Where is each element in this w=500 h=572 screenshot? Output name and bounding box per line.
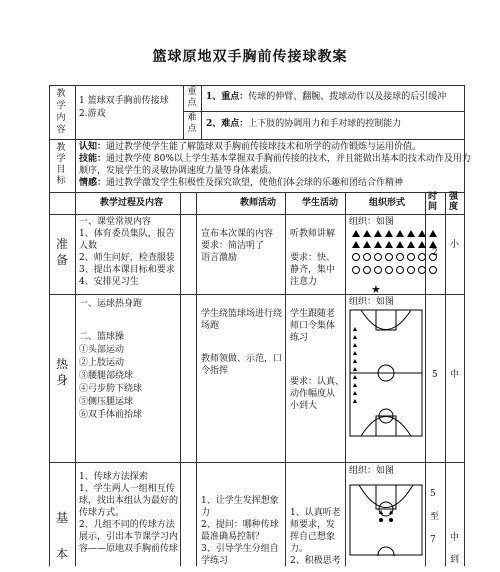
warmup-process-4: 二、篮球操 <box>79 332 125 342</box>
basic-intensity-2: 到 <box>450 555 460 565</box>
student-circle-icon <box>352 253 360 261</box>
student-triangle-icon <box>418 241 426 248</box>
key-tag: 重点： <box>221 92 249 102</box>
basic-student-2: 师要求，发 <box>290 520 336 530</box>
student-circle-icon <box>418 266 426 274</box>
basic-org-label: 组织：如图 <box>349 466 395 476</box>
divider <box>49 139 465 140</box>
warmup-intensity: 中 <box>450 370 460 380</box>
student-triangle-icon <box>352 230 360 237</box>
student-triangle-icon <box>396 230 404 237</box>
section-label-prepare: 准备 <box>55 237 68 267</box>
key-label: 重点 <box>187 87 197 108</box>
col-process: 教学过程及内容 <box>100 198 164 208</box>
goal-cognition <box>79 141 421 153</box>
diff-num: 2、 <box>206 119 222 129</box>
basic-process-5: 2、几组不同的传球方法 <box>79 520 175 530</box>
prepare-teacher-3: 语言激励 <box>201 253 238 263</box>
divider <box>49 192 465 193</box>
prepare-org-label: 组织：如图 <box>349 217 395 227</box>
warmup-process-10: ⑥双手体前抬球 <box>79 410 143 420</box>
goal-text: 通过教学使 80%以上学生基本掌握双手胸前传接的技术，并且能做出基本的技术动作及用力 <box>106 154 471 164</box>
prepare-process-5: 3、提出本课目标和要求 <box>79 265 175 275</box>
student-circle-icon <box>396 266 404 274</box>
prepare-student-3: 要求：快、 <box>290 253 336 263</box>
content-label: 教学内容 <box>56 89 66 135</box>
prepare-process-2: 1、体育委员集队，报告 <box>79 229 175 239</box>
basic-student-5: 2、积极思考 <box>290 556 341 566</box>
warmup-process-6: ②上肢运动 <box>79 358 125 368</box>
diff-text: 上下肢的协调用力和手对球的控制能力 <box>248 119 402 129</box>
student-circle-icon <box>352 266 360 274</box>
warmup-student-3: 练习 <box>290 333 309 343</box>
divider <box>75 139 76 192</box>
student-circle-icon <box>407 266 415 274</box>
basic-process-3: 球，找出本组认为最好的 <box>79 496 179 506</box>
prepare-teacher-2: 要求：简洁明了 <box>201 241 265 251</box>
basic-process-7: 容——原地双手胸前传球 <box>79 544 179 554</box>
triangle-row <box>352 230 437 237</box>
student-triangle-icon <box>385 241 393 248</box>
student-triangle-icon <box>374 230 382 237</box>
student-triangle-icon <box>418 230 426 237</box>
basic-intensity-1: 中 <box>450 533 460 543</box>
basic-process-4: 传球方式。 <box>79 508 125 518</box>
prepare-process-6: 4、安排见习生 <box>79 277 139 287</box>
content-item-1: 1 篮球双手胸前传接球 <box>79 96 169 106</box>
goal-text: 通过教学激发学生积极性及探究欲望，使他们体会球的乐趣和团结合作精神 <box>106 178 404 188</box>
circle-row <box>352 266 437 274</box>
half-court-diagram <box>349 484 423 556</box>
goal-text: 通过教学使学生能了解篮球双手胸前传接球技术和所学的动作锻炼与运用价值。 <box>106 142 422 152</box>
basic-process-6: 展示，引出本节课学习内 <box>79 532 179 542</box>
col-teacher: 教师活动 <box>240 198 277 208</box>
student-circle-icon <box>374 253 382 261</box>
key-point <box>206 91 446 103</box>
divider <box>183 111 465 112</box>
basic-process-1: 1、传球方法探索 <box>79 472 148 482</box>
prepare-process-3: 人数 <box>79 241 98 251</box>
section-label-warmup: 热身 <box>55 357 68 387</box>
prepare-student-1: 听教师讲解 <box>290 229 336 239</box>
col-student: 学生活动 <box>302 198 339 208</box>
prepare-process-1: 一、课堂常规内容 <box>79 217 152 227</box>
divider <box>75 85 76 139</box>
teacher-star-icon: ★ <box>371 283 381 296</box>
student-triangle-icon <box>363 241 371 248</box>
warmup-student-9: 小到大 <box>290 401 318 411</box>
warmup-org-label: 组织：如图 <box>349 297 395 307</box>
basic-teacher-4: 最准确易控制？ <box>201 532 265 542</box>
col-intensity: 强度 <box>448 192 458 212</box>
triangle-row <box>352 241 437 248</box>
divider <box>445 192 446 566</box>
prepare-student-5: 注意力 <box>290 277 318 287</box>
diff-point <box>206 118 401 130</box>
warmup-time: 5 <box>432 370 438 380</box>
basic-student-1: 1、认真听老 <box>290 508 341 518</box>
divider <box>183 85 184 139</box>
basic-time-3: 7 <box>430 535 436 545</box>
warmup-teacher-5: 教师领做、示范，口 <box>201 354 283 364</box>
col-org: 组织形式 <box>369 198 406 208</box>
key-num: 1、 <box>206 92 222 102</box>
divider <box>285 192 286 566</box>
warmup-process-8: ④弓步胯下绕球 <box>79 384 143 394</box>
student-triangle-icon <box>407 230 415 237</box>
goal-tag: 认知： <box>79 142 107 152</box>
student-triangle-icon <box>385 230 393 237</box>
content-item-2: 2.游戏 <box>79 109 106 119</box>
student-circle-icon <box>385 253 393 261</box>
student-circle-icon <box>363 266 371 274</box>
page-title: 篮球原地双手胸前传接球教案 <box>152 49 348 65</box>
warmup-teacher-1: 学生绕篮球场进行绕 <box>201 309 283 319</box>
goal-emotion <box>79 177 403 189</box>
student-circle-icon <box>374 266 382 274</box>
basic-time-1: 5 <box>430 489 436 499</box>
student-triangle-icon <box>374 241 382 248</box>
warmup-process-9: ⑤侧压腿运球 <box>79 397 134 407</box>
warmup-teacher-6: 令指挥 <box>201 366 229 376</box>
goal-skill-cont <box>79 165 277 177</box>
divider <box>345 192 346 566</box>
prepare-time: 2 <box>432 248 438 258</box>
basic-student-3: 挥自己想象 <box>290 532 336 542</box>
divider <box>201 85 202 139</box>
goals-label: 教学目标 <box>56 143 66 186</box>
basic-student-4: 力。 <box>290 544 309 554</box>
divider <box>196 192 197 566</box>
formation-diagram <box>352 230 437 274</box>
student-circle-icon <box>396 253 404 261</box>
student-circle-icon <box>429 266 437 274</box>
key-text: 传球的伸臂、翻腕、拨球动作以及接球的后引缓冲 <box>248 92 447 102</box>
student-circle-icon <box>418 253 426 261</box>
goal-tag: 技能： <box>79 154 107 164</box>
divider <box>49 462 465 463</box>
court-diagram <box>349 309 423 437</box>
student-triangle-icon <box>363 230 371 237</box>
prepare-teacher-1: 宣布本次课的内容 <box>201 229 274 239</box>
warmup-student-8: 动作幅度从 <box>290 389 336 399</box>
prepare-intensity: 小 <box>450 240 460 250</box>
student-triangle-icon <box>407 241 415 248</box>
basic-time-2: 至 <box>430 512 440 522</box>
student-circle-icon <box>363 253 371 261</box>
student-triangle-icon <box>396 241 404 248</box>
basic-teacher-6: 学练习 <box>201 556 229 566</box>
warmup-process-5: ①头部运动 <box>79 345 125 355</box>
warmup-teacher-2: 场跑 <box>201 321 220 331</box>
divider <box>49 294 465 295</box>
basic-process-2: 1、学生两人一组相互传 <box>79 484 175 494</box>
basic-teacher-3: 2、提问：哪种传球 <box>201 520 279 530</box>
divider <box>49 214 465 215</box>
circle-row <box>352 253 437 261</box>
student-triangle-icon <box>352 241 360 248</box>
warmup-process-1: 一、运球热身跑 <box>79 299 143 309</box>
goal-skill <box>79 153 471 165</box>
student-circle-icon <box>385 266 393 274</box>
basic-teacher-2: 力 <box>201 508 211 518</box>
divider <box>180 192 181 566</box>
warmup-student-7: 要求：认真、 <box>290 377 345 387</box>
diff-label: 难点 <box>187 113 197 134</box>
divider <box>75 192 76 566</box>
student-triangle-icon <box>429 230 437 237</box>
goal-tag: 情感： <box>79 178 107 188</box>
goal-text: 顺序，发展学生的灵敏协调速度力量等身体素质。 <box>79 166 278 176</box>
warmup-process-7: ③腰腿部绕球 <box>79 371 134 381</box>
col-time: 时间 <box>427 192 437 212</box>
warmup-student-2: 师口令集体 <box>290 321 336 331</box>
warmup-student-1: 学生跟随老 <box>290 309 336 319</box>
prepare-process-4: 2、师生问好，检查服装 <box>79 253 175 263</box>
diff-tag: 难点： <box>221 119 249 129</box>
student-circle-icon <box>407 253 415 261</box>
basic-teacher-5: 3、引导学生分组自 <box>201 544 279 554</box>
basic-teacher-1: 1、让学生发挥想象 <box>201 496 279 506</box>
section-label-basic: 基本 <box>55 511 68 561</box>
prepare-student-4: 静齐，集中 <box>290 265 336 275</box>
